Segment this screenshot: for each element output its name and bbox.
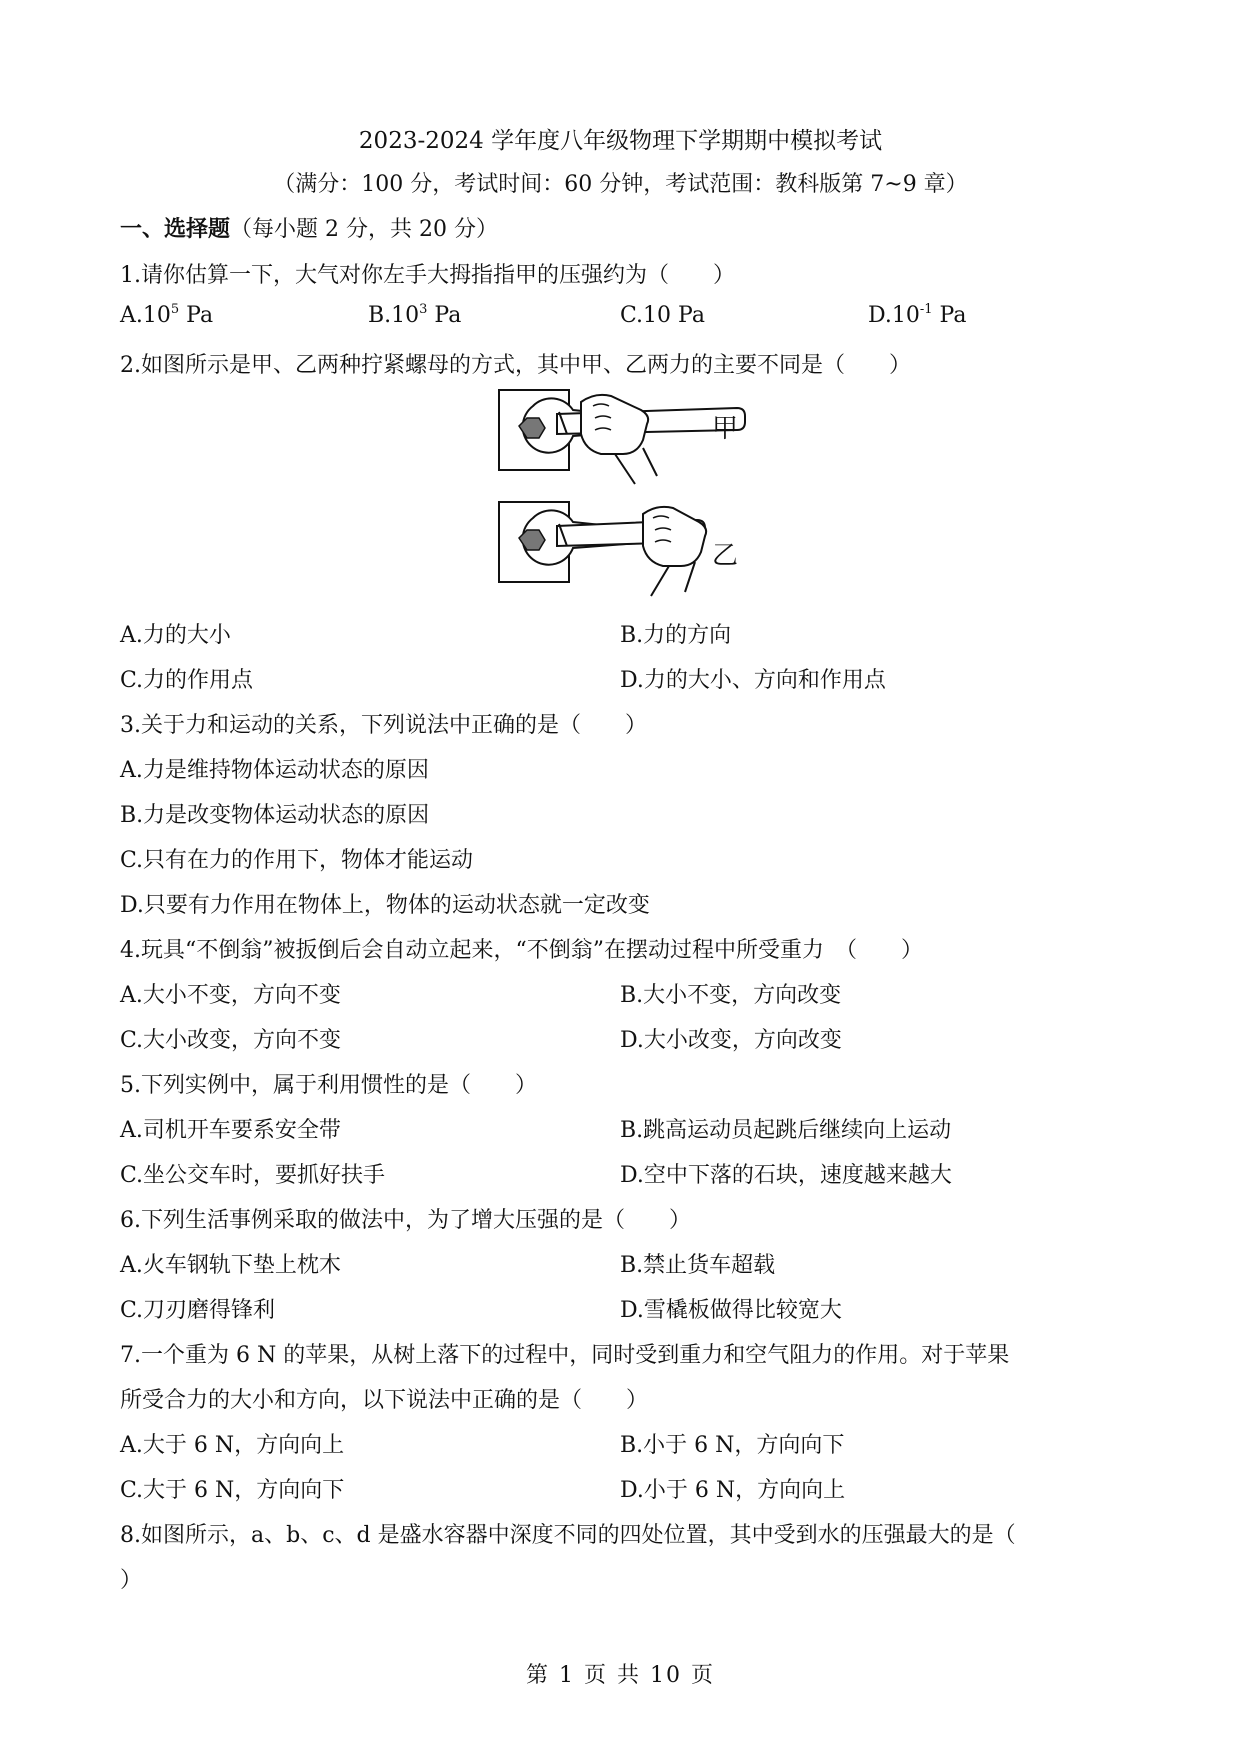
question-1-option-b xyxy=(368,303,461,328)
question-2-option-c: C.力的作用点 xyxy=(120,668,254,693)
question-1-option-d xyxy=(868,303,966,328)
question-5-option-b: B.跳高运动员起跳后继续向上运动 xyxy=(620,1118,952,1143)
question-8-stem-line-2: ） xyxy=(120,1568,143,1593)
option-text: D.10 xyxy=(868,303,920,328)
question-4-option-d: D.大小改变，方向改变 xyxy=(620,1028,842,1053)
figure-label-jia: 甲 xyxy=(712,414,739,444)
question-4-option-b: B.大小不变，方向改变 xyxy=(620,983,842,1008)
question-1-stem: 1.请你估算一下，大气对你左手大拇指指甲的压强约为（ ） xyxy=(120,263,735,288)
question-6-option-a: A.火车钢轨下垫上枕木 xyxy=(120,1253,341,1278)
question-6-option-d: D.雪橇板做得比较宽大 xyxy=(620,1298,842,1323)
question-1-option-a xyxy=(120,303,213,328)
exponent: 5 xyxy=(170,302,180,317)
question-1-option-c: C.10 Pa xyxy=(620,303,705,328)
question-4-stem: 4.玩具“不倒翁”被扳倒后会自动立起来，“不倒翁”在摆动过程中所受重力 （ ） xyxy=(120,938,923,963)
question-3-option-a: A.力是维持物体运动状态的原因 xyxy=(120,758,429,783)
question-4-option-a: A.大小不变，方向不变 xyxy=(120,983,341,1008)
unit: Pa xyxy=(427,303,462,328)
option-text: A.10 xyxy=(120,303,171,328)
question-6-option-c: C.刀刃磨得锋利 xyxy=(120,1298,276,1323)
page-title: 2023-2024 学年度八年级物理下学期期中模拟考试 xyxy=(358,128,883,154)
unit: Pa xyxy=(179,303,214,328)
question-5-option-c: C.坐公交车时，要抓好扶手 xyxy=(120,1163,386,1188)
figure-label-yi: 乙 xyxy=(712,541,739,571)
question-8-stem-line-1: 8.如图所示，a、b、c、d 是盛水容器中深度不同的四处位置，其中受到水的压强最大的是（ xyxy=(120,1523,1016,1548)
question-2-option-d: D.力的大小、方向和作用点 xyxy=(620,668,886,693)
question-3-option-d: D.只要有力作用在物体上，物体的运动状态就一定改变 xyxy=(120,893,650,918)
question-7-option-b: B.小于 6 N，方向向下 xyxy=(620,1433,845,1458)
question-2-stem: 2.如图所示是甲、乙两种拧紧螺母的方式，其中甲、乙两力的主要不同是（ ） xyxy=(120,353,911,378)
question-2-option-b: B.力的方向 xyxy=(620,623,732,648)
question-6-stem: 6.下列生活事例采取的做法中，为了增大压强的是（ ） xyxy=(120,1208,691,1233)
question-6-option-b: B.禁止货车超载 xyxy=(620,1253,776,1278)
unit: Pa xyxy=(932,303,967,328)
section-heading xyxy=(120,212,498,243)
question-7-option-a: A.大于 6 N，方向向上 xyxy=(120,1433,345,1458)
question-4-option-c: C.大小改变，方向不变 xyxy=(120,1028,342,1053)
question-3-option-b: B.力是改变物体运动状态的原因 xyxy=(120,803,430,828)
question-5-stem: 5.下列实例中，属于利用惯性的是（ ） xyxy=(120,1073,537,1098)
question-2-option-a: A.力的大小 xyxy=(120,623,231,648)
question-5-option-d: D.空中下落的石块，速度越来越大 xyxy=(620,1163,952,1188)
exponent: 3 xyxy=(419,302,428,317)
exponent: -1 xyxy=(919,302,933,317)
section-title: 一、选择题 xyxy=(120,216,231,242)
question-7-stem-line-2: 所受合力的大小和方向，以下说法中正确的是（ ） xyxy=(120,1388,649,1413)
page-number: 第 1 页 共 10 页 xyxy=(526,1663,715,1688)
question-5-option-a: A.司机开车要系安全带 xyxy=(120,1118,341,1143)
question-7-stem-line-1: 7.一个重为 6 N 的苹果，从树上落下的过程中，同时受到重力和空气阻力的作用。对于苹果 xyxy=(120,1343,1010,1368)
question-3-option-c: C.只有在力的作用下，物体才能运动 xyxy=(120,848,474,873)
question-7-option-c: C.大于 6 N，方向向下 xyxy=(120,1478,345,1503)
section-note: （每小题 2 分，共 20 分） xyxy=(230,217,498,242)
exam-info: （满分：100 分，考试时间：60 分钟，考试范围：教科版第 7~9 章） xyxy=(273,172,968,197)
option-text: B.10 xyxy=(368,303,420,328)
question-3-stem: 3.关于力和运动的关系，下列说法中正确的是（ ） xyxy=(120,713,647,738)
question-7-option-d: D.小于 6 N，方向向上 xyxy=(620,1478,846,1503)
